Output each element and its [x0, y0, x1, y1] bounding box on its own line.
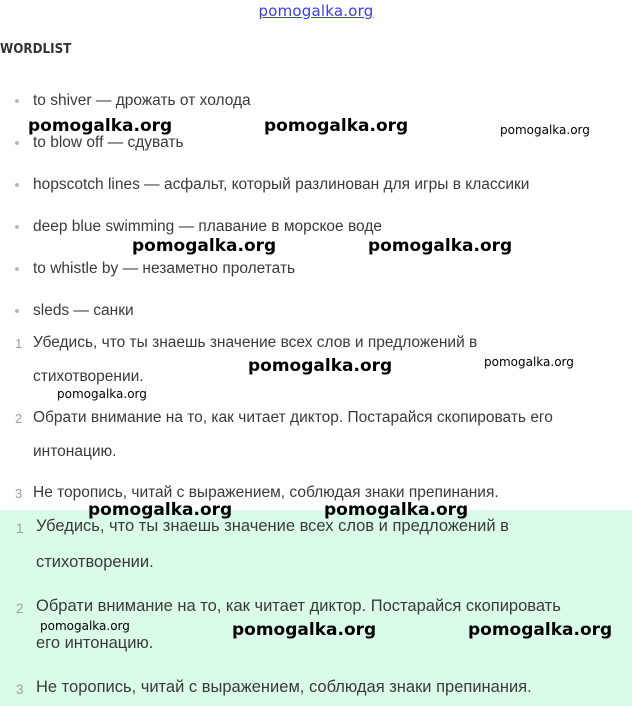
- watermark: pomogalka.org: [132, 236, 277, 256]
- bullet-icon: [15, 183, 19, 187]
- step-text-continued: интонацию.: [33, 443, 117, 460]
- highlight-step-text-continued: его интонацию.: [36, 634, 154, 652]
- bullet-icon: [15, 309, 19, 313]
- watermark: pomogalka.org: [264, 116, 409, 136]
- bullet-icon: [15, 267, 19, 271]
- step-number: 3: [15, 486, 23, 501]
- wordlist-item: sleds — санки: [33, 302, 134, 319]
- watermark: pomogalka.org: [324, 500, 469, 520]
- highlight-step-text-continued: стихотворении.: [36, 553, 154, 571]
- site-link[interactable]: pomogalka.org: [258, 2, 374, 20]
- watermark: pomogalka.org: [88, 500, 233, 520]
- watermark: pomogalka.org: [484, 355, 574, 369]
- highlight-step-text: Обрати внимание на то, как читает диктор. Постарайся скопировать: [36, 597, 561, 615]
- highlight-step-number: 1: [16, 521, 24, 536]
- wordlist-item: hopscotch lines — асфальт, который разлинован для игры в классики: [33, 176, 530, 193]
- bullet-icon: [15, 225, 19, 229]
- highlight-panel: [0, 510, 632, 706]
- bullet-icon: [15, 99, 19, 103]
- watermark: pomogalka.org: [500, 123, 590, 137]
- watermark: pomogalka.org: [468, 620, 613, 640]
- watermark: pomogalka.org: [368, 236, 513, 256]
- step-text: Не торопись, читай с выражением, соблюдая знаки препинания.: [33, 484, 499, 501]
- step-number: 1: [15, 336, 23, 351]
- watermark: pomogalka.org: [28, 116, 173, 136]
- watermark: pomogalka.org: [232, 620, 377, 640]
- watermark: pomogalka.org: [248, 356, 393, 376]
- step-text: Убедись, что ты знаешь значение всех слов и предложений в: [33, 334, 478, 351]
- wordlist-title: WORDLIST: [0, 42, 72, 57]
- highlight-step-text: Убедись, что ты знаешь значение всех слов и предложений в: [36, 517, 509, 535]
- highlight-step-number: 2: [16, 601, 24, 616]
- wordlist-item: to whistle by — незаметно пролетать: [33, 260, 296, 277]
- watermark: pomogalka.org: [40, 619, 130, 633]
- step-text: Обрати внимание на то, как читает диктор. Постарайся скопировать его: [33, 409, 553, 426]
- wordlist-item: deep blue swimming — плавание в морское воде: [33, 218, 382, 235]
- wordlist-item: to shiver — дрожать от холода: [33, 92, 251, 109]
- wordlist-item: to blow off — сдувать: [33, 134, 184, 151]
- step-text-continued: стихотворении.: [33, 368, 144, 385]
- bullet-icon: [15, 141, 19, 145]
- step-number: 2: [15, 411, 23, 426]
- watermark: pomogalka.org: [57, 387, 147, 401]
- highlight-step-text: Не торопись, читай с выражением, соблюдая знаки препинания.: [36, 678, 532, 696]
- highlight-step-number: 3: [16, 682, 24, 697]
